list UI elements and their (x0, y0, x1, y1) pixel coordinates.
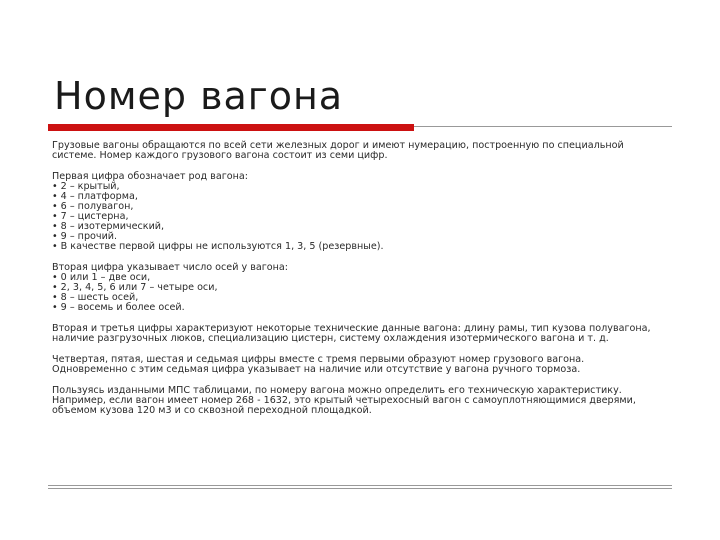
title-accent-bar (48, 124, 414, 131)
first-digit-section (52, 172, 672, 252)
bullet-icon: • (52, 201, 58, 212)
list-item (52, 242, 672, 252)
list-item-text: 9 – прочий. (60, 231, 118, 242)
list-item-text: 2 – крытый, (60, 181, 120, 192)
second-third-paragraph (52, 324, 672, 344)
first-digit-list (52, 182, 672, 252)
fourth-seventh-paragraph (52, 355, 672, 375)
text-line: объемом кузова 120 м3 и со сквозной переходной площадкой. (52, 405, 372, 416)
list-item-text: 8 – изотермический, (60, 221, 165, 232)
text-line: Пользуясь изданными МПС таблицами, по номеру вагона можно определить его техническую характеристику. (52, 385, 622, 396)
footer-divider (48, 488, 672, 489)
text-line: наличие разгрузочных люков, специализацию цистерн, систему охлаждения изотермического вагона и т. д. (52, 333, 609, 344)
second-digit-list (52, 273, 672, 313)
bullet-icon: • (52, 181, 58, 192)
bullet-icon: • (52, 241, 58, 252)
list-item (52, 222, 672, 232)
second-digit-heading: Вторая цифра указывает число осей у вагона: (52, 262, 289, 273)
text-line: Одновременно с этим седьмая цифра указывает на наличие или отсутствие у вагона ручного тормоза. (52, 364, 581, 375)
list-item (52, 202, 672, 212)
bullet-icon: • (52, 282, 58, 293)
list-item-text: 2, 3, 4, 5, 6 или 7 – четыре оси, (60, 282, 218, 293)
list-item (52, 303, 672, 313)
list-item-text: 4 – платформа, (60, 191, 138, 202)
list-item (52, 283, 672, 293)
text-line: Например, если вагон имеет номер 268 - 1632, это крытый четырехосный вагон с самоуплотняющимися дверями, (52, 395, 636, 406)
text-line: Вторая и третья цифры характеризуют некоторые технические данные вагона: длину рамы, тип кузова полувагона, (52, 323, 651, 334)
bullet-icon: • (52, 292, 58, 303)
text-line: Четвертая, пятая, шестая и седьмая цифры вместе с тремя первыми образуют номер грузового вагона. (52, 354, 585, 365)
list-item-text: 9 – восемь и более осей. (60, 302, 185, 313)
slide-body (52, 141, 672, 427)
bullet-icon: • (52, 272, 58, 283)
footer-divider (48, 485, 672, 486)
bullet-icon: • (52, 191, 58, 202)
list-item (52, 192, 672, 202)
list-item (52, 182, 672, 192)
bullet-icon: • (52, 231, 58, 242)
slide-title: Номер вагона (54, 74, 344, 118)
bullet-icon: • (52, 221, 58, 232)
text-line: Грузовые вагоны обращаются по всей сети железных дорог и имеют нумерацию, построенную по специальной (52, 140, 624, 151)
list-item-text: В качестве первой цифры не используются 1, 3, 5 (резервные). (60, 241, 384, 252)
list-item-text: 8 – шесть осей, (60, 292, 139, 303)
second-digit-section (52, 263, 672, 313)
bullet-icon: • (52, 211, 58, 222)
bullet-icon: • (52, 302, 58, 313)
intro-paragraph (52, 141, 672, 161)
list-item-text: 7 – цистерна, (60, 211, 129, 222)
text-line: системе. Номер каждого грузового вагона состоит из семи цифр. (52, 150, 388, 161)
list-item-text: 0 или 1 – две оси, (60, 272, 151, 283)
list-item-text: 6 – полувагон, (60, 201, 134, 212)
first-digit-heading: Первая цифра обозначает род вагона: (52, 171, 249, 182)
usage-paragraph (52, 386, 672, 416)
